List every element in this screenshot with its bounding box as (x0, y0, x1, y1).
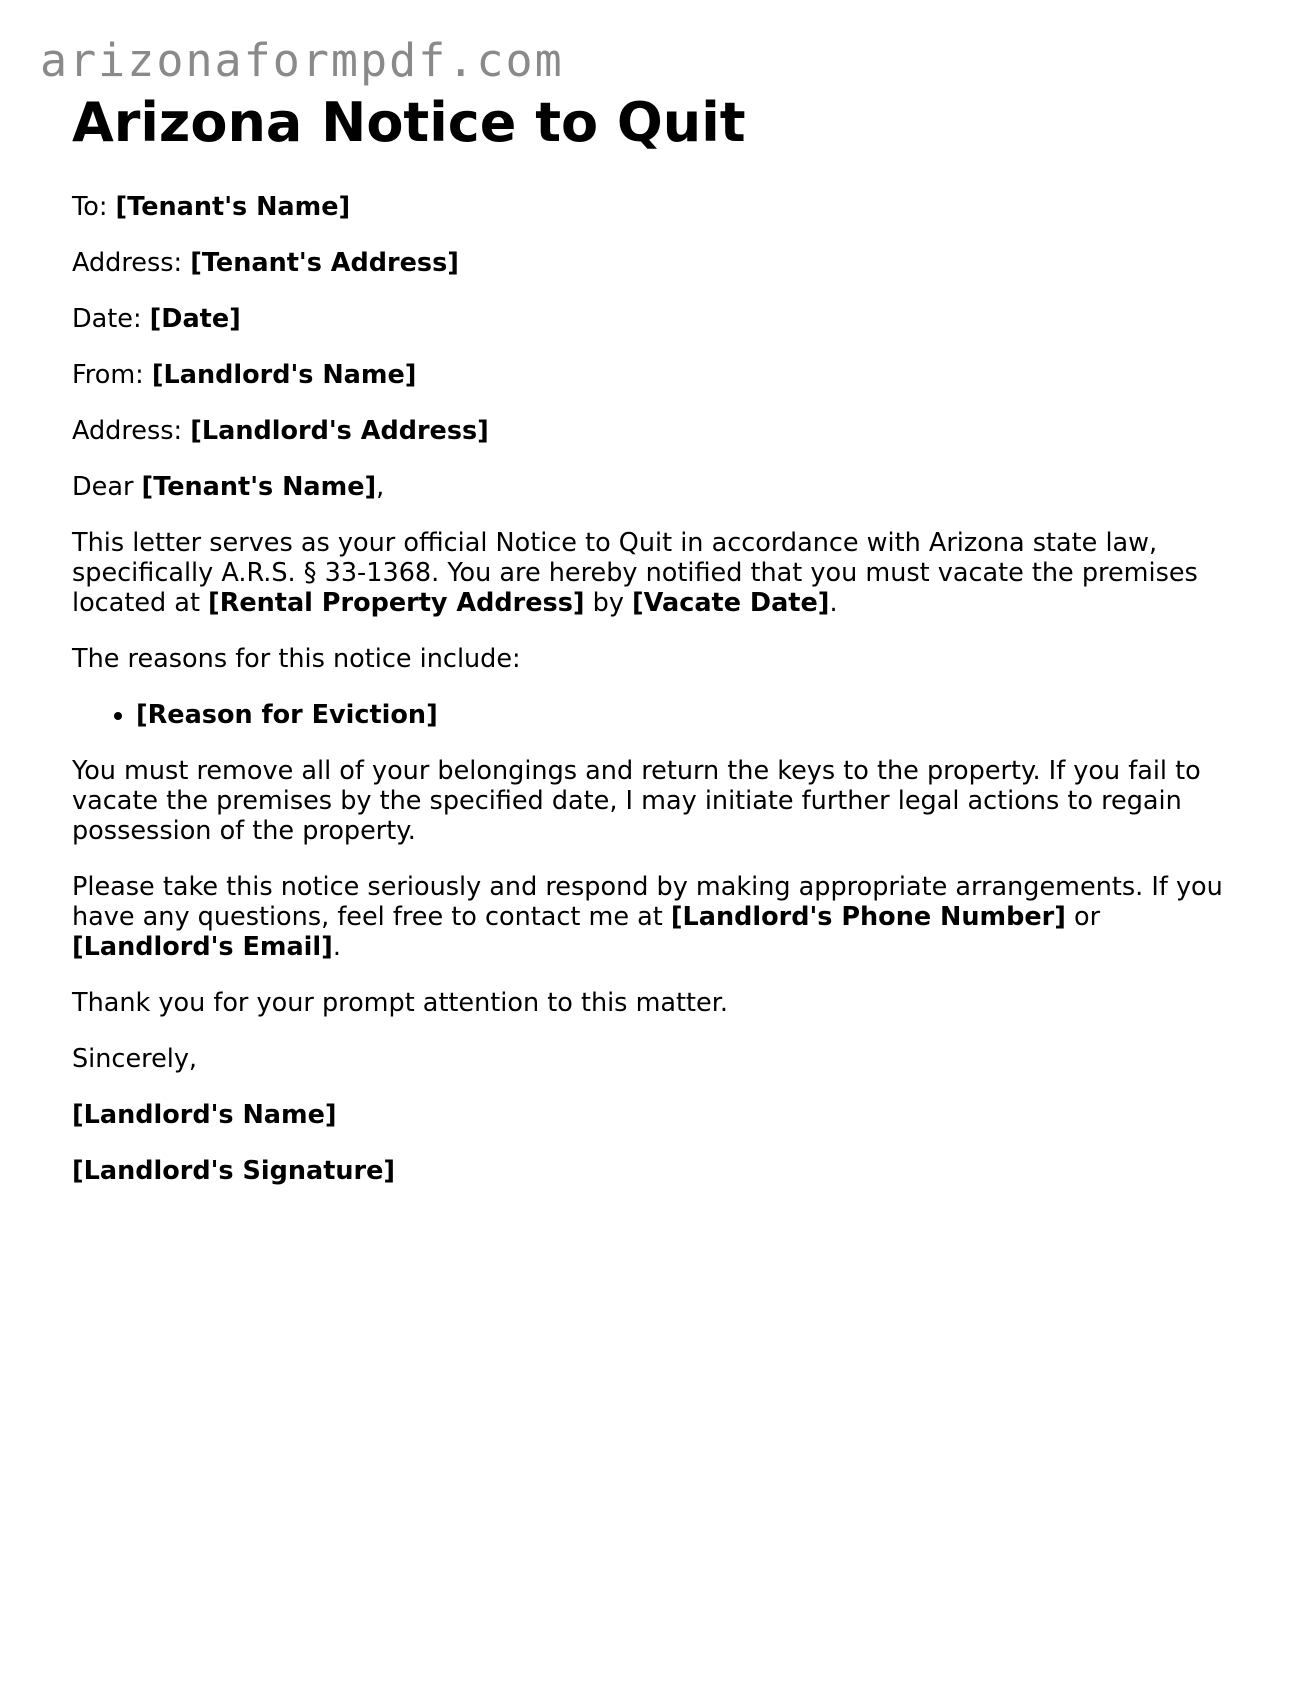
tenant-address-label: Address: (72, 248, 191, 279)
reasons-intro: The reasons for this notice include: (72, 644, 521, 675)
thanks-paragraph: Thank you for your prompt attention to this matter. (72, 988, 728, 1019)
closing-signature (72, 1156, 1242, 1186)
landlord-address-label: Address: (72, 416, 191, 447)
document-title: Arizona Notice to Quit (72, 91, 746, 154)
notice-text-3: . (829, 588, 838, 619)
date-label: Date: (72, 304, 150, 335)
contact-paragraph (72, 872, 1242, 962)
landlord-phone-field: [Landlord's Phone Number] (670, 902, 1066, 933)
notice-text-1: This letter serves as your official Notice to Quit in accordance with Arizona state law, specifically A.R.S. § 33-1368. You are hereby notified that you must vacate the premises located at (72, 528, 1198, 619)
salutation-tenant-name: [Tenant's Name] (141, 472, 377, 503)
to-line (72, 192, 1242, 222)
list-item (136, 700, 1242, 730)
contact-text-1: Please take this notice seriously and respond by making appropriate arrangements. If you have any questions, feel free to contact me at (72, 872, 1223, 933)
to-label: To: (72, 192, 116, 223)
from-line (72, 360, 1242, 390)
tenant-address-field: [Tenant's Address] (190, 248, 459, 279)
contact-text-3: . (332, 932, 341, 963)
notice-paragraph (72, 528, 1242, 618)
salutation (72, 472, 1242, 502)
date-field: [Date] (149, 304, 241, 335)
contact-text-2: or (1065, 902, 1101, 933)
notice-text-2: by (584, 588, 633, 619)
tenant-name-field: [Tenant's Name] (115, 192, 351, 223)
vacate-date-field: [Vacate Date] (632, 588, 830, 619)
landlord-signature-field: [Landlord's Signature] (72, 1156, 396, 1187)
site-watermark: arizonaformpdf.com (40, 34, 564, 87)
from-label: From: (72, 360, 152, 391)
landlord-address-field: [Landlord's Address] (190, 416, 489, 447)
salutation-prefix: Dear (72, 472, 142, 503)
notice-document (72, 92, 1242, 1212)
landlord-email-field: [Landlord's Email] (72, 932, 333, 963)
rental-property-address-field: [Rental Property Address] (208, 588, 585, 619)
closing-landlord-name (72, 1100, 1242, 1130)
closing-sincerely: Sincerely, (72, 1044, 198, 1075)
date-line (72, 304, 1242, 334)
salutation-suffix: , (376, 472, 385, 503)
belongings-paragraph: You must remove all of your belongings and return the keys to the property. If you fail to vacate the premises by the specified date, I may initiate further legal actions to regain possession of the property. (72, 756, 1201, 847)
reason-field: [Reason for Eviction] (136, 700, 438, 731)
reasons-list (72, 700, 1242, 730)
closing-landlord-name-field: [Landlord's Name] (72, 1100, 337, 1131)
landlord-address-line (72, 416, 1242, 446)
tenant-address-line (72, 248, 1242, 278)
landlord-name-field: [Landlord's Name] (151, 360, 417, 391)
